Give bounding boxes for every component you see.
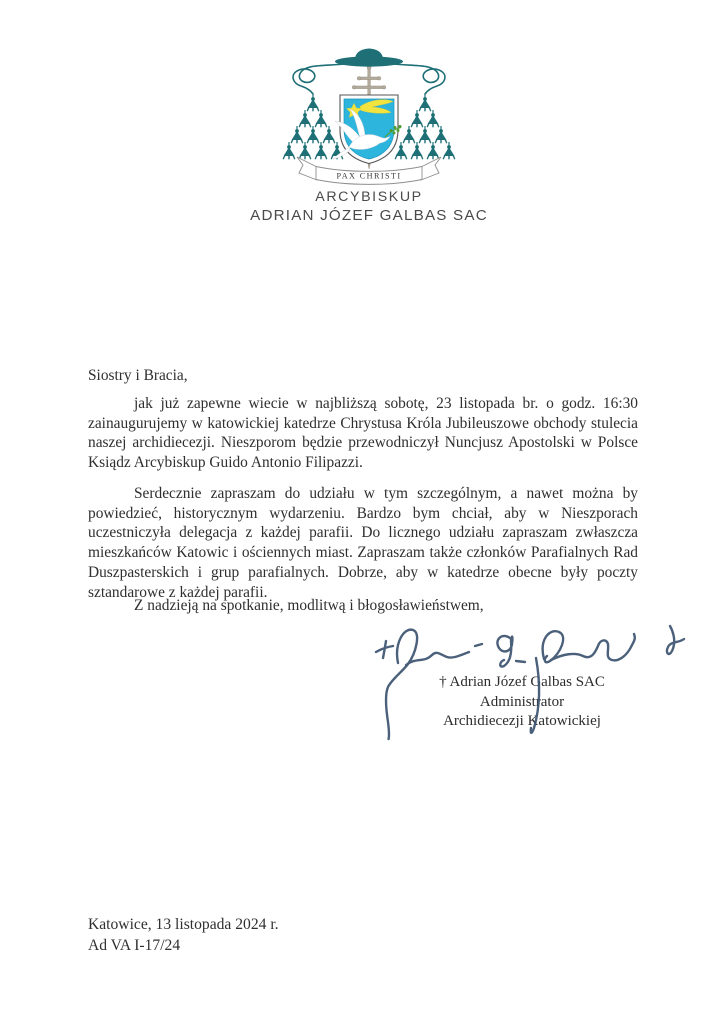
tassels-right-icon <box>395 94 454 159</box>
paragraph-1: jak już zapewne wiecie w najbliższą sobotę, 23 listopada br. o godz. 16:30 zainaugurujemy w katowickiej katedrze Chrystusa Króla Jubileuszowe obchody stulecia naszej archidiecezji. Nieszporom będzie przewodniczył Nuncjusz Apostolski w Polsce Ksiądz Arcybiskup Guido Antonio Filipazzi. <box>88 395 638 472</box>
shield-icon <box>333 95 402 164</box>
galero-hat-icon <box>335 49 403 67</box>
letterhead-rank: ARCYBISKUP <box>315 189 423 205</box>
reference-number: Ad VA I-17/24 <box>88 936 181 954</box>
paragraph-2: Serdecznie zapraszam do udziału w tym szczególnym, a nawet można by powiedzieć, historycznym wydarzeniu. Bardzo bym chciał, aby w Nieszporach uczestniczyła delegacja z każdej parafii. Do licznego udziału zapraszam zwłaszcza mieszkańców Katowic i ościennych miast. Zapraszam także członków Parafialnych Rad Duszpasterskich i grup parafialnych. Dobrze, aby w katedrze obecne były poczty sztandarowe z każdej parafii. <box>88 485 638 601</box>
signature-block <box>391 673 653 732</box>
coat-of-arms <box>237 40 507 192</box>
closing-line: Z nadzieją na spotkanie, modlitwą i błogosławieństwem, <box>134 597 484 614</box>
salutation: Siostry i Bracia, <box>88 367 188 384</box>
signatory-organization: Archidiecezji Katowickiej <box>443 713 601 729</box>
signatory-role: Administrator <box>479 693 565 710</box>
place-and-date: Katowice, 13 listopada 2024 r. <box>88 916 279 933</box>
letterhead-title <box>39 189 699 224</box>
tassels-left-icon <box>283 94 342 159</box>
letter-footer <box>88 915 279 956</box>
signatory-name: † Adrian Józef Galbas SAC <box>439 674 605 690</box>
motto-text: PAX CHRISTI <box>336 171 402 181</box>
letterhead-name: ADRIAN JÓZEF GALBAS SAC <box>250 206 488 224</box>
